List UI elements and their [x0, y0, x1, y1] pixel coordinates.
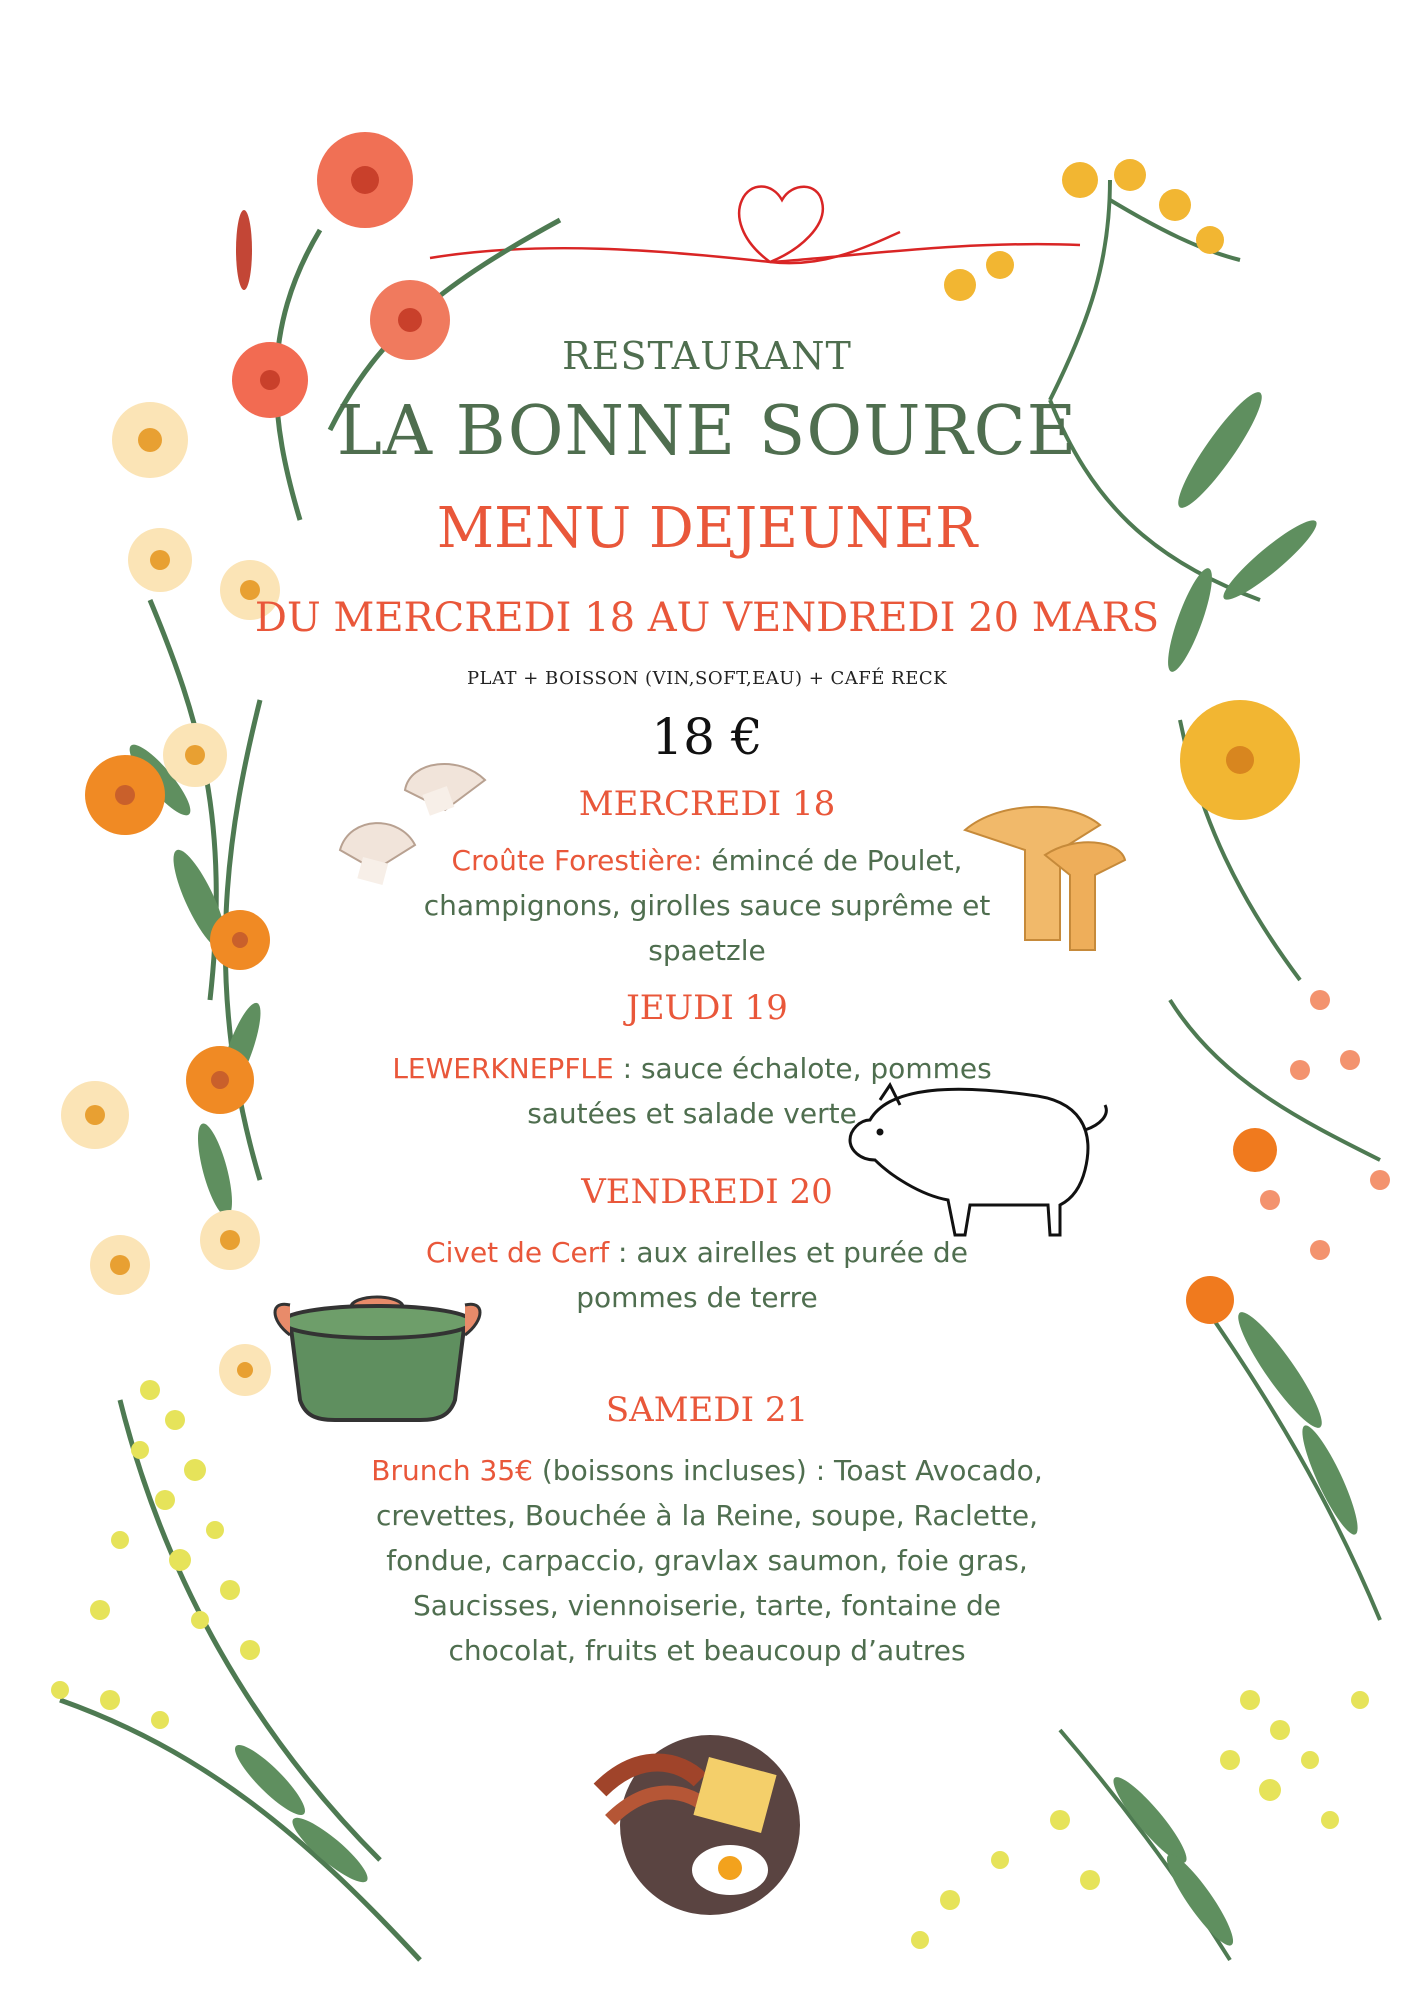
menu-dates: DU MERCREDI 18 AU VENDREDI 20 MARS: [254, 595, 1160, 641]
dish-name: Civet de Cerf: [426, 1236, 610, 1269]
restaurant-label: RESTAURANT: [562, 334, 852, 378]
dish-details: émincé de Poulet, champignons, girolles sauce suprême et spaetzle: [423, 844, 991, 967]
orange-flowers-right: [1186, 990, 1390, 1324]
formula-text: PLAT + BOISSON (VIN,SOFT,EAU) + CAFÉ RECK: [466, 668, 948, 689]
dish-description-mercredi: [367, 838, 1047, 973]
dish-description-jeudi: [347, 1046, 1037, 1136]
dish-details: : sauce échalote, pommes sautées et salade verte: [527, 1052, 992, 1130]
day-title-jeudi: JEUDI 19: [626, 988, 788, 1028]
dish-name: Croûte Forestière:: [451, 844, 703, 877]
dish-name: LEWERKNEPFLE: [392, 1052, 614, 1085]
restaurant-name: LA BONNE SOURCE: [336, 392, 1078, 471]
mimosa-left: [51, 1380, 260, 1729]
day-title-vendredi: VENDREDI 20: [581, 1172, 833, 1212]
day-title-samedi: SAMEDI 21: [605, 1390, 809, 1430]
dish-name: Brunch 35€: [371, 1454, 533, 1487]
breakfast-plate-icon: [600, 1735, 800, 1915]
dish-details: : aux airelles et purée de pommes de terre: [576, 1236, 968, 1314]
menu-title: MENU DEJEUNER: [436, 496, 978, 561]
dish-description-vendredi: [397, 1230, 997, 1320]
price: 18 €: [651, 708, 763, 766]
heart-ribbon-icon: [430, 187, 1080, 264]
dish-description-samedi: [367, 1448, 1047, 1673]
dish-details: (boissons incluses) : Toast Avocado, crevettes, Bouchée à la Reine, soupe, Raclette, fondue, carpaccio, gravlax saumon, foie gras, Saucisses, viennoiserie, tarte, fontaine de chocolat, fruits et beaucoup d’autres: [375, 1454, 1043, 1667]
day-title-mercredi: MERCREDI 18: [578, 784, 836, 824]
